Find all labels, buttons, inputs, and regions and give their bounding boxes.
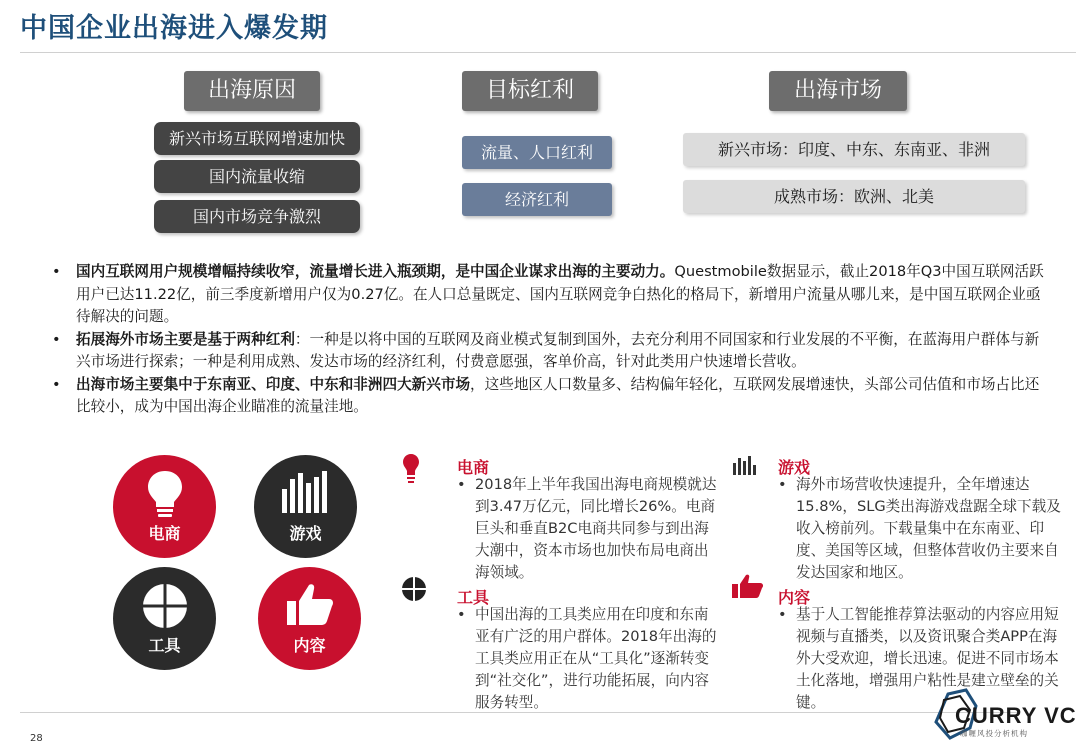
market-item: 成熟市场：欧洲、北美 (683, 180, 1025, 213)
lightbulb-icon (113, 469, 216, 523)
content-title: 内容 (778, 588, 811, 607)
games-body: 海外市场营收快速提升，全年增速达15.8%，SLG类出海游戏盘踞全球下载及收入榜前列。下载量集中在东南亚、印度、美国等区域，但整体营收仍主要来自发达国家和地区。 (796, 476, 1061, 581)
circle-label: 游戏 (289, 524, 322, 543)
bullet-item (52, 374, 1052, 419)
reason-item: 国内市场竞争激烈 (154, 200, 360, 233)
dividends-header: 目标红利 (462, 71, 598, 111)
bullet-text: ，这些地区人口数量多、结构偏年轻化，互联网发展增速快，头部公司估值和市场占比还比较小，成为中国出海企业瞄准的流量洼地。 (76, 375, 1040, 415)
bullet-marker: • (52, 330, 61, 348)
title-divider (20, 52, 1076, 53)
bullet-item (52, 329, 1052, 374)
games-text (778, 474, 1063, 584)
bullet-text: Questmobile数据显示，截止2018年Q3中国互联网活跃用户已达11.22亿，前三季度新增用户仅为0.27亿。在人口总量既定、国内互联网竞争白热化的格局下，新增用户流量从哪儿来，是中国互联网企业亟待解决的问题。 (76, 263, 1044, 325)
bullet-marker: • (457, 606, 466, 623)
page-number: 28 (30, 733, 43, 744)
bullet-marker: • (778, 476, 787, 493)
thumbs-up-icon (731, 573, 765, 603)
bullet-bold-text: 国内互联网用户规模增幅持续收窄，流量增长进入瓶颈期，是中国企业谋求出海的主要动力。 (76, 263, 675, 280)
bullet-bold-text: 出海市场主要集中于东南亚、印度、中东和非洲四大新兴市场 (76, 375, 471, 393)
pie-icon (113, 581, 216, 635)
footer-divider (20, 712, 1020, 713)
bullet-item (52, 261, 1052, 329)
ecommerce-text (457, 474, 722, 584)
circle-label: 电商 (148, 524, 181, 543)
bullet-marker: • (457, 476, 466, 493)
reason-item: 国内流量收缩 (154, 160, 360, 193)
circle-label: 工具 (148, 636, 181, 655)
pie-icon (401, 576, 427, 606)
bullet-text: ：一种是以将中国的互联网及商业模式复制到国外，去充分利用不同国家和行业发展的不平衡，在蓝海用户群体与新兴市场进行探索；一种是利用成熟、发达市场的经济红利，付费意愿强，客单价高，针对此类用户快速增长营收。 (76, 330, 1040, 370)
bullet-marker: • (52, 375, 61, 393)
dividend-item: 流量、人口红利 (462, 136, 612, 169)
tools-body: 中国出海的工具类应用在印度和东南亚有广泛的用户群体。2018年出海的工具类应用正在从“工具化”逐渐转变到“社交化”，进行功能拓展，向内容服务转型。 (475, 606, 717, 711)
ecommerce-body: 2018年上半年我国出海电商规模就达到3.47万亿元，同比增长26%。电商巨头和垂直B2C电商共同参与到出海大潮中，资本市场也加快布局电商出海领域。 (475, 476, 717, 581)
ecommerce-circle (113, 455, 216, 558)
tools-circle (113, 567, 216, 670)
games-circle (254, 455, 357, 558)
content-body: 基于人工智能推荐算法驱动的内容应用短视频与直播类，以及资讯聚合类APP在海外大受欢迎，增长迅速。促进不同市场本土化落地，增强用户粘性是建立壁垒的关键。 (796, 606, 1059, 711)
games-title: 游戏 (778, 458, 811, 477)
markets-header: 出海市场 (769, 71, 907, 111)
thumbs-up-icon (258, 581, 361, 631)
logo-name: CURRY VC (955, 703, 1077, 728)
content-circle (258, 567, 361, 670)
ecommerce-title: 电商 (457, 458, 490, 477)
tools-text (457, 604, 722, 714)
bar-chart-icon (732, 455, 758, 479)
bullet-marker: • (778, 606, 787, 623)
tools-title: 工具 (457, 588, 490, 607)
bullet-marker: • (52, 263, 61, 280)
bar-chart-icon (254, 469, 357, 519)
reason-item: 新兴市场互联网增速加快 (154, 122, 360, 155)
logo-tagline: 咖喱风投分析机构 (960, 729, 1028, 738)
lightbulb-icon (402, 453, 420, 489)
bullet-list (52, 261, 1052, 419)
bullet-bold-text: 拓展海外市场主要是基于两种红利 (76, 330, 295, 348)
dividend-item: 经济红利 (462, 183, 612, 216)
reasons-header: 出海原因 (184, 71, 320, 111)
market-item: 新兴市场：印度、中东、东南亚、非洲 (683, 133, 1025, 166)
circle-label: 内容 (293, 636, 326, 655)
page-title: 中国企业出海进入爆发期 (20, 13, 328, 44)
